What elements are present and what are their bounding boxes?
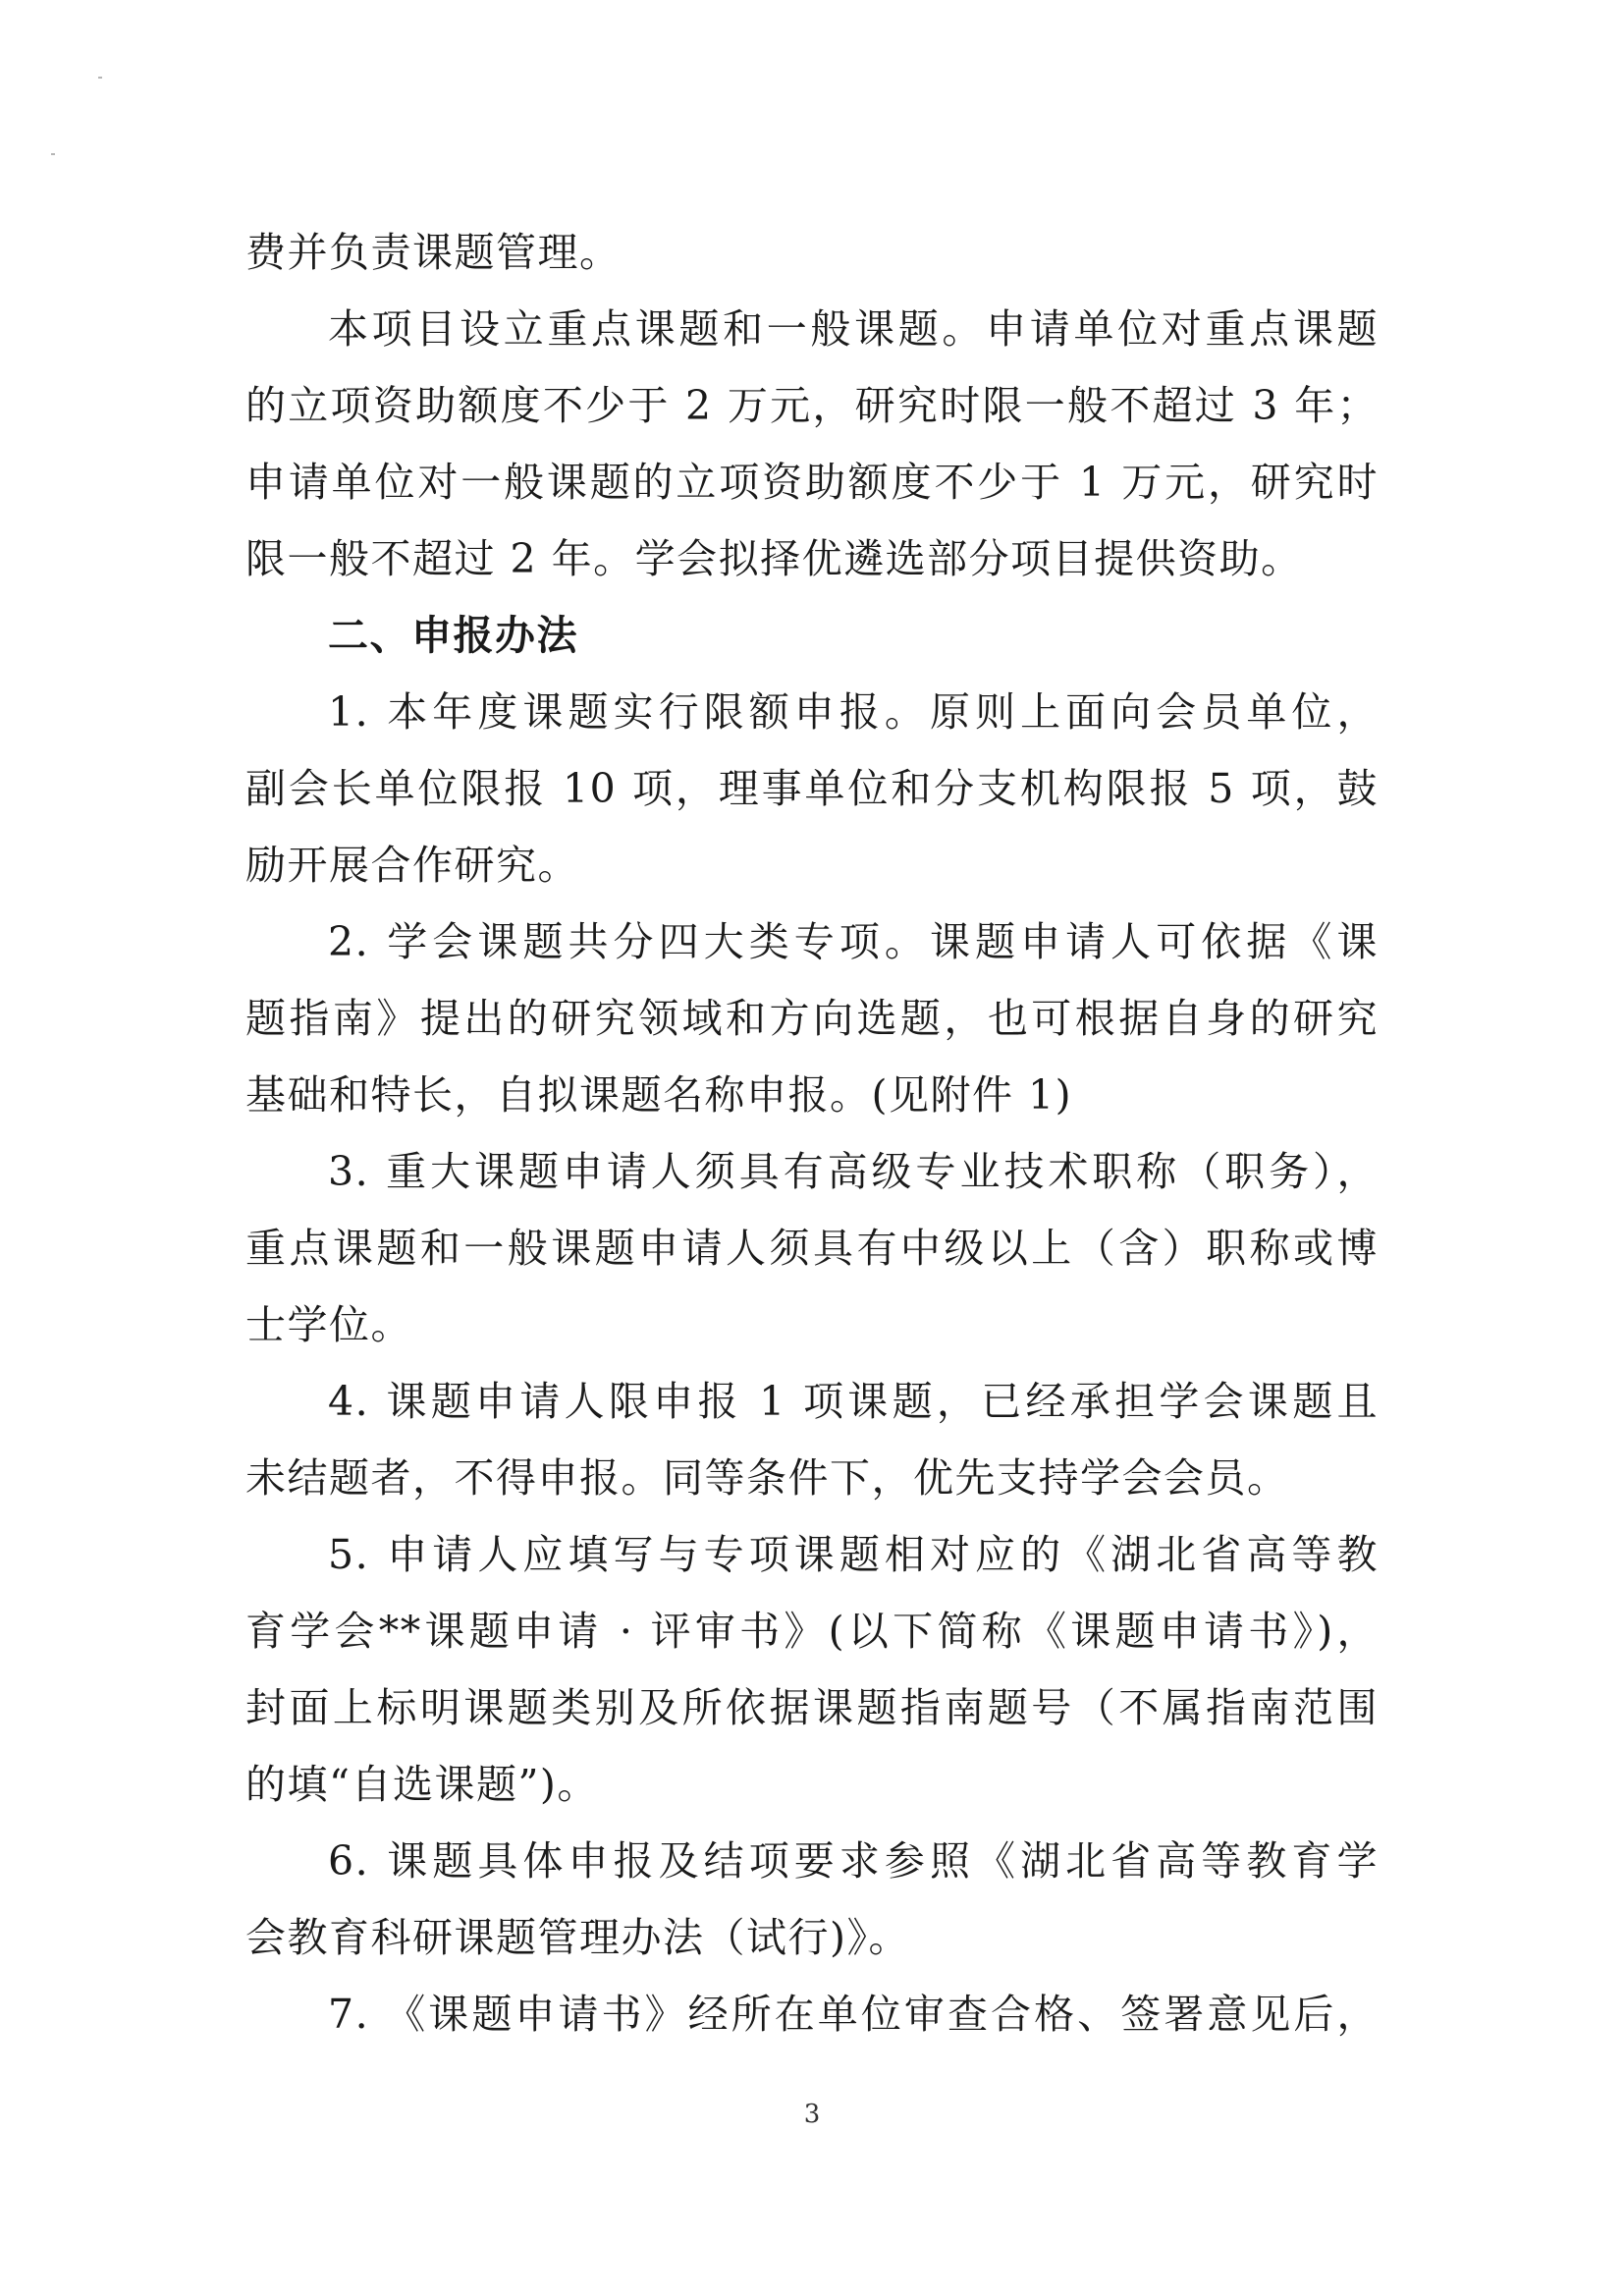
paragraph-line: 重点课题和一般课题申请人须具有中级以上（含）职称或博 (245, 1225, 1379, 1272)
page-number: 3 (803, 2100, 821, 2129)
section-heading: 二、申报办法 (328, 612, 578, 659)
paragraph-line: 费并负责课题管理。 (245, 229, 622, 276)
scan-speck (51, 153, 55, 155)
paragraph-line: 申请单位对一般课题的立项资助额度不少于 1 万元，研究时 (245, 459, 1379, 506)
paragraph-line: 士学位。 (245, 1301, 412, 1348)
paragraph-line: 4. 课题申请人限申报 1 项课题，已经承担学会课题且 (328, 1378, 1379, 1425)
paragraph-line: 会教育科研课题管理办法（试行)》。 (245, 1914, 910, 1961)
paragraph-line: 限一般不超过 2 年。学会拟择优遴选部分项目提供资助。 (245, 535, 1303, 582)
body-text (245, 214, 1379, 2052)
paragraph-line: 封面上标明课题类别及所依据课题指南题号（不属指南范围 (245, 1684, 1379, 1731)
paragraph-line: 1. 本年度课题实行限额申报。原则上面向会员单位， (328, 688, 1379, 736)
paragraph-line: 副会长单位限报 10 项，理事单位和分支机构限报 5 项，鼓 (245, 765, 1379, 812)
paragraph-line: 5. 申请人应填写与专项课题相对应的《湖北省高等教 (328, 1531, 1379, 1578)
scan-speck (98, 77, 102, 79)
paragraph-line: 3. 重大课题申请人须具有高级专业技术职称（职务）， (328, 1148, 1379, 1195)
paragraph-line: 育学会**课题申请 · 评审书》(以下简称《课题申请书》)， (245, 1608, 1379, 1655)
paragraph-line: 6. 课题具体申报及结项要求参照《湖北省高等教育学 (328, 1837, 1379, 1885)
paragraph-line: 未结题者，不得申报。同等条件下，优先支持学会会员。 (245, 1454, 1289, 1502)
paragraph-line: 本项目设立重点课题和一般课题。申请单位对重点课题 (328, 305, 1379, 353)
paragraph-line: 基础和特长，自拟课题名称申报。(见附件 1) (245, 1071, 1073, 1119)
paragraph-line: 2. 学会课题共分四大类专项。课题申请人可依据《课 (328, 918, 1379, 965)
paragraph-line: 的填“自选课题”)。 (245, 1761, 599, 1808)
paragraph-line: 题指南》提出的研究领域和方向选题，也可根据自身的研究 (245, 995, 1379, 1042)
paragraph-line: 7. 《课题申请书》经所在单位审查合格、签署意见后， (328, 1991, 1379, 2038)
paragraph-line: 的立项资助额度不少于 2 万元，研究时限一般不超过 3 年； (245, 382, 1379, 429)
paragraph-line: 励开展合作研究。 (245, 842, 579, 889)
